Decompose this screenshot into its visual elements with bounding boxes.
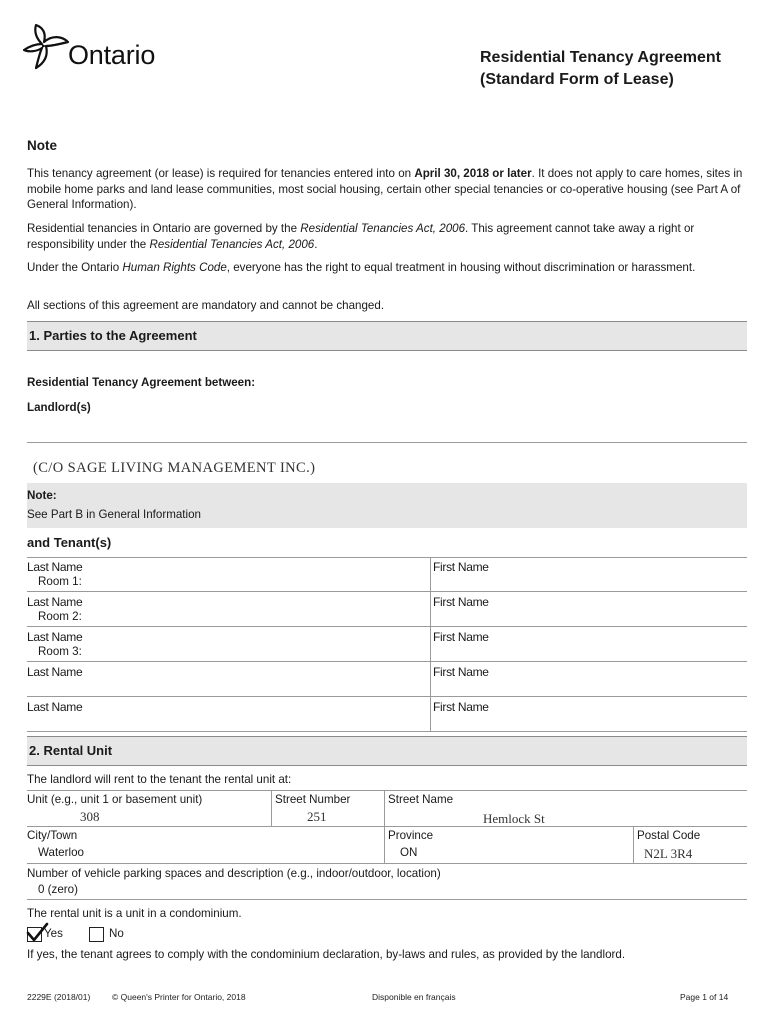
condo-note: If yes, the tenant agrees to comply with the condominium declaration, by-laws and rules, as provided by the landlord.: [27, 948, 626, 961]
parking-label: Number of vehicle parking spaces and description (e.g., indoor/outdoor, location): [27, 867, 441, 880]
form-id: 2229E (2018/01): [27, 992, 91, 1002]
condo-no-label: No: [109, 927, 124, 940]
room-label: Room 2:: [38, 610, 82, 623]
document-title: Residential Tenancy Agreement (Standard Form of Lease): [480, 49, 721, 88]
agreement-between-label: Residential Tenancy Agreement between:: [27, 376, 256, 389]
tenant-row-2[interactable]: Last Name Room 2: First Name: [27, 592, 747, 627]
condo-question: The rental unit is a unit in a condominium.: [27, 907, 242, 920]
postal-code-field[interactable]: N2L 3R4: [644, 846, 693, 861]
tenant-row-1[interactable]: Last Name Room 1: First Name: [27, 557, 747, 592]
section-1-header: 1. Parties to the Agreement: [27, 321, 747, 351]
french-availability: Disponible en français: [372, 992, 456, 1002]
page-number: Page 1 of 14: [680, 992, 729, 1002]
address-bottom-line: [27, 863, 747, 864]
parking-bottom-line: [27, 899, 747, 900]
landlord-note-box: Note: See Part B in General Information: [27, 483, 747, 528]
room-label: Room 3:: [38, 645, 82, 658]
note-heading: Note: [27, 138, 57, 153]
parking-field[interactable]: 0 (zero): [38, 883, 78, 896]
note-paragraph-1: This tenancy agreement (or lease) is required for tenancies entered into on April 30, 2018 or later. It does not apply to care homes, sites in mobile home parks and land lease communities, most social housing, certain other special tenancies or co-operative housing (see Part A of General Information).: [27, 167, 743, 212]
landlord-field-line: [27, 442, 747, 443]
note-paragraph-3: Under the Ontario Human Rights Code, everyone has the right to equal treatment in housing without discrimination or harassment.: [27, 261, 696, 274]
rental-unit-intro: The landlord will rent to the tenant the rental unit at:: [27, 773, 292, 786]
tenants-heading: and Tenant(s): [27, 535, 112, 550]
condo-options: [27, 925, 177, 945]
copyright: © Queen's Printer for Ontario, 2018: [112, 992, 246, 1002]
landlord-name-field[interactable]: (C/O SAGE LIVING MANAGEMENT INC.): [33, 460, 316, 476]
city-field[interactable]: Waterloo: [38, 846, 84, 859]
ontario-logo: [22, 22, 172, 77]
landlords-label: Landlord(s): [27, 401, 91, 414]
trillium-icon: [22, 22, 70, 72]
province-field[interactable]: ON: [400, 846, 418, 859]
tenant-row-5[interactable]: Last Name First Name: [27, 697, 747, 732]
condo-yes-label: Yes: [44, 927, 63, 940]
condo-no-checkbox[interactable]: [89, 927, 104, 942]
street-name-field[interactable]: Hemlock St: [483, 811, 545, 826]
room-label: Room 1:: [38, 575, 82, 588]
tenant-row-4[interactable]: Last Name First Name: [27, 662, 747, 697]
street-number-field[interactable]: 251: [307, 809, 327, 824]
address-row-2: City/Town Waterloo Province ON Postal Code N2L 3R4: [27, 826, 747, 863]
note-paragraph-4: All sections of this agreement are mandatory and cannot be changed.: [27, 299, 385, 312]
section-2-header: 2. Rental Unit: [27, 736, 747, 766]
address-row-1: Unit (e.g., unit 1 or basement unit) 308 Street Number 251 Street Name Hemlock St: [27, 790, 747, 826]
tenant-row-3[interactable]: Last Name Room 3: First Name: [27, 627, 747, 662]
logo-wordmark: Ontario: [68, 40, 156, 70]
unit-field[interactable]: 308: [80, 809, 100, 824]
note-paragraph-2: Residential tenancies in Ontario are governed by the Residential Tenancies Act, 2006. This agreement cannot take away a right or responsibility under the Residential Tenancies Act, 2006.: [27, 222, 695, 251]
